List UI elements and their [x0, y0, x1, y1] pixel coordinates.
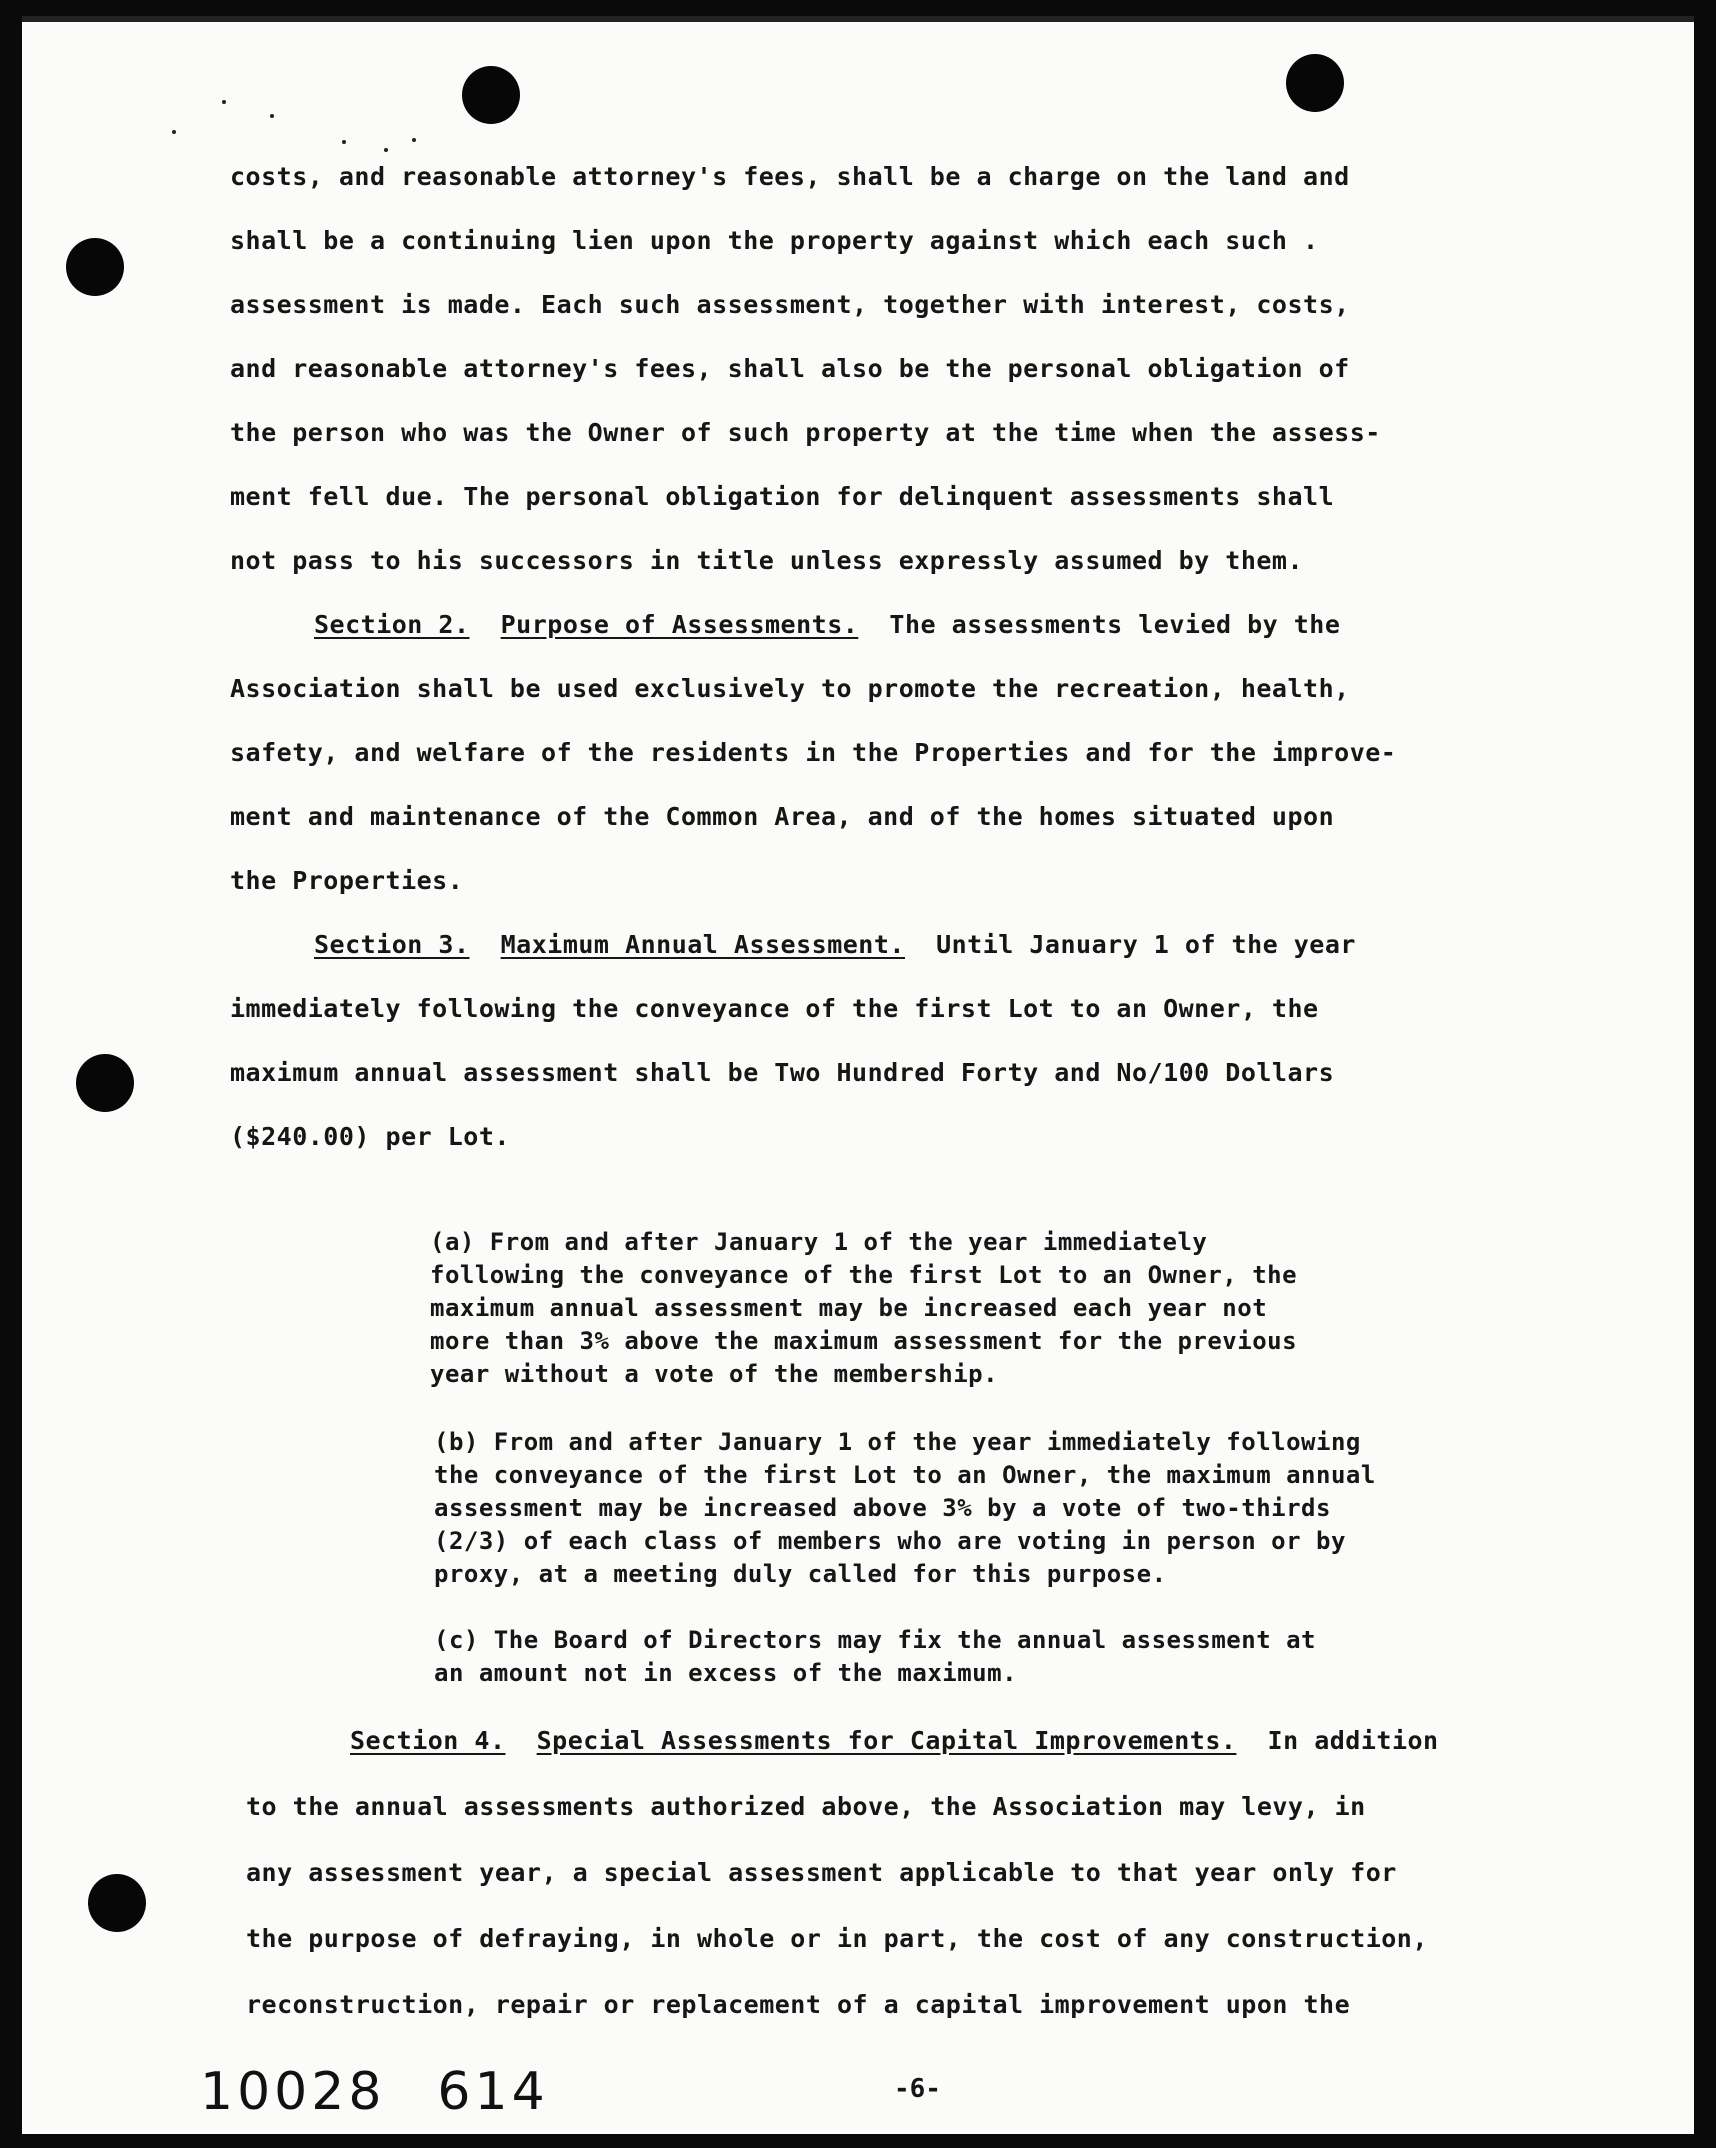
- body-line: reconstruction, repair or replacement of a capital improvement upon the: [246, 1990, 1351, 2019]
- scan-speck: [412, 138, 416, 142]
- scan-speck: [172, 130, 176, 134]
- subparagraph-c-line: (c) The Board of Directors may fix the annual assessment at: [434, 1626, 1317, 1654]
- subparagraph-b-line: assessment may be increased above 3% by a vote of two-thirds: [434, 1494, 1331, 1522]
- book-number: 10028: [200, 2062, 386, 2122]
- document-page: [22, 16, 1694, 2134]
- body-line: immediately following the conveyance of the first Lot to an Owner, the: [230, 994, 1319, 1023]
- subparagraph-b-line: (2/3) of each class of members who are voting in person or by: [434, 1527, 1346, 1555]
- subparagraph-a-line: more than 3% above the maximum assessment for the previous: [430, 1327, 1298, 1355]
- section-4-first-line: [350, 1726, 1439, 1756]
- body-line: not pass to his successors in title unless expressly assumed by them.: [230, 546, 1304, 575]
- subparagraph-a-line: (a) From and after January 1 of the year immediately: [430, 1228, 1208, 1256]
- section-2-heading: Purpose of Assessments.: [500, 610, 859, 639]
- body-line: the purpose of defraying, in whole or in part, the cost of any construction,: [246, 1924, 1428, 1953]
- subparagraph-a-line: following the conveyance of the first Lot to an Owner, the: [430, 1261, 1298, 1289]
- section-3-heading: Maximum Annual Assessment.: [500, 930, 905, 959]
- body-line: maximum annual assessment shall be Two Hundred Forty and No/100 Dollars: [230, 1058, 1335, 1087]
- body-line: ment and maintenance of the Common Area, and of the homes situated upon: [230, 802, 1335, 831]
- section-3-label: Section 3.: [314, 930, 470, 959]
- section-3-first-line: [314, 930, 1356, 960]
- page-number: -6-: [894, 2074, 941, 2104]
- scan-speck: [270, 114, 274, 118]
- scan-speck: [342, 140, 346, 144]
- punch-hole: [66, 238, 124, 296]
- punch-hole: [76, 1054, 134, 1112]
- section-4-heading: Special Assessments for Capital Improvements.: [536, 1726, 1237, 1755]
- subparagraph-c-line: an amount not in excess of the maximum.: [434, 1659, 1018, 1687]
- section-2-text: The assessments levied by the: [889, 610, 1341, 639]
- section-4-text: In addition: [1267, 1726, 1439, 1755]
- section-3-text: Until January 1 of the year: [936, 930, 1356, 959]
- body-line: safety, and welfare of the residents in the Properties and for the improve-: [230, 738, 1397, 767]
- section-2-first-line: [314, 610, 1340, 640]
- body-line: any assessment year, a special assessment applicable to that year only for: [246, 1858, 1397, 1887]
- punch-hole: [462, 66, 520, 124]
- scan-speck: [384, 148, 388, 152]
- body-line: costs, and reasonable attorney's fees, shall be a charge on the land and: [230, 162, 1350, 191]
- body-line: ment fell due. The personal obligation for delinquent assessments shall: [230, 482, 1335, 511]
- body-line: Association shall be used exclusively to promote the recreation, health,: [230, 674, 1350, 703]
- punch-hole: [88, 1874, 146, 1932]
- body-line: to the annual assessments authorized above, the Association may levy, in: [246, 1792, 1366, 1821]
- subparagraph-b-line: (b) From and after January 1 of the year immediately following: [434, 1428, 1361, 1456]
- section-2-label: Section 2.: [314, 610, 470, 639]
- subparagraph-a-line: year without a vote of the membership.: [430, 1360, 999, 1388]
- subparagraph-a-line: maximum annual assessment may be increased each year not: [430, 1294, 1268, 1322]
- subparagraph-b-line: the conveyance of the first Lot to an Owner, the maximum annual: [434, 1461, 1376, 1489]
- body-line: and reasonable attorney's fees, shall also be the personal obligation of: [230, 354, 1350, 383]
- body-line: the person who was the Owner of such property at the time when the assess-: [230, 418, 1381, 447]
- body-line: the Properties.: [230, 866, 464, 895]
- body-line: ($240.00) per Lot.: [230, 1122, 510, 1151]
- body-line: assessment is made. Each such assessment, together with interest, costs,: [230, 290, 1350, 319]
- section-4-label: Section 4.: [350, 1726, 506, 1755]
- body-line: shall be a continuing lien upon the property against which each such .: [230, 226, 1319, 255]
- page-stamp-number: 614: [437, 2062, 549, 2122]
- book-page-stamp: [200, 2062, 601, 2122]
- scan-speck: [222, 100, 226, 104]
- subparagraph-b-line: proxy, at a meeting duly called for this purpose.: [434, 1560, 1167, 1588]
- punch-hole: [1286, 54, 1344, 112]
